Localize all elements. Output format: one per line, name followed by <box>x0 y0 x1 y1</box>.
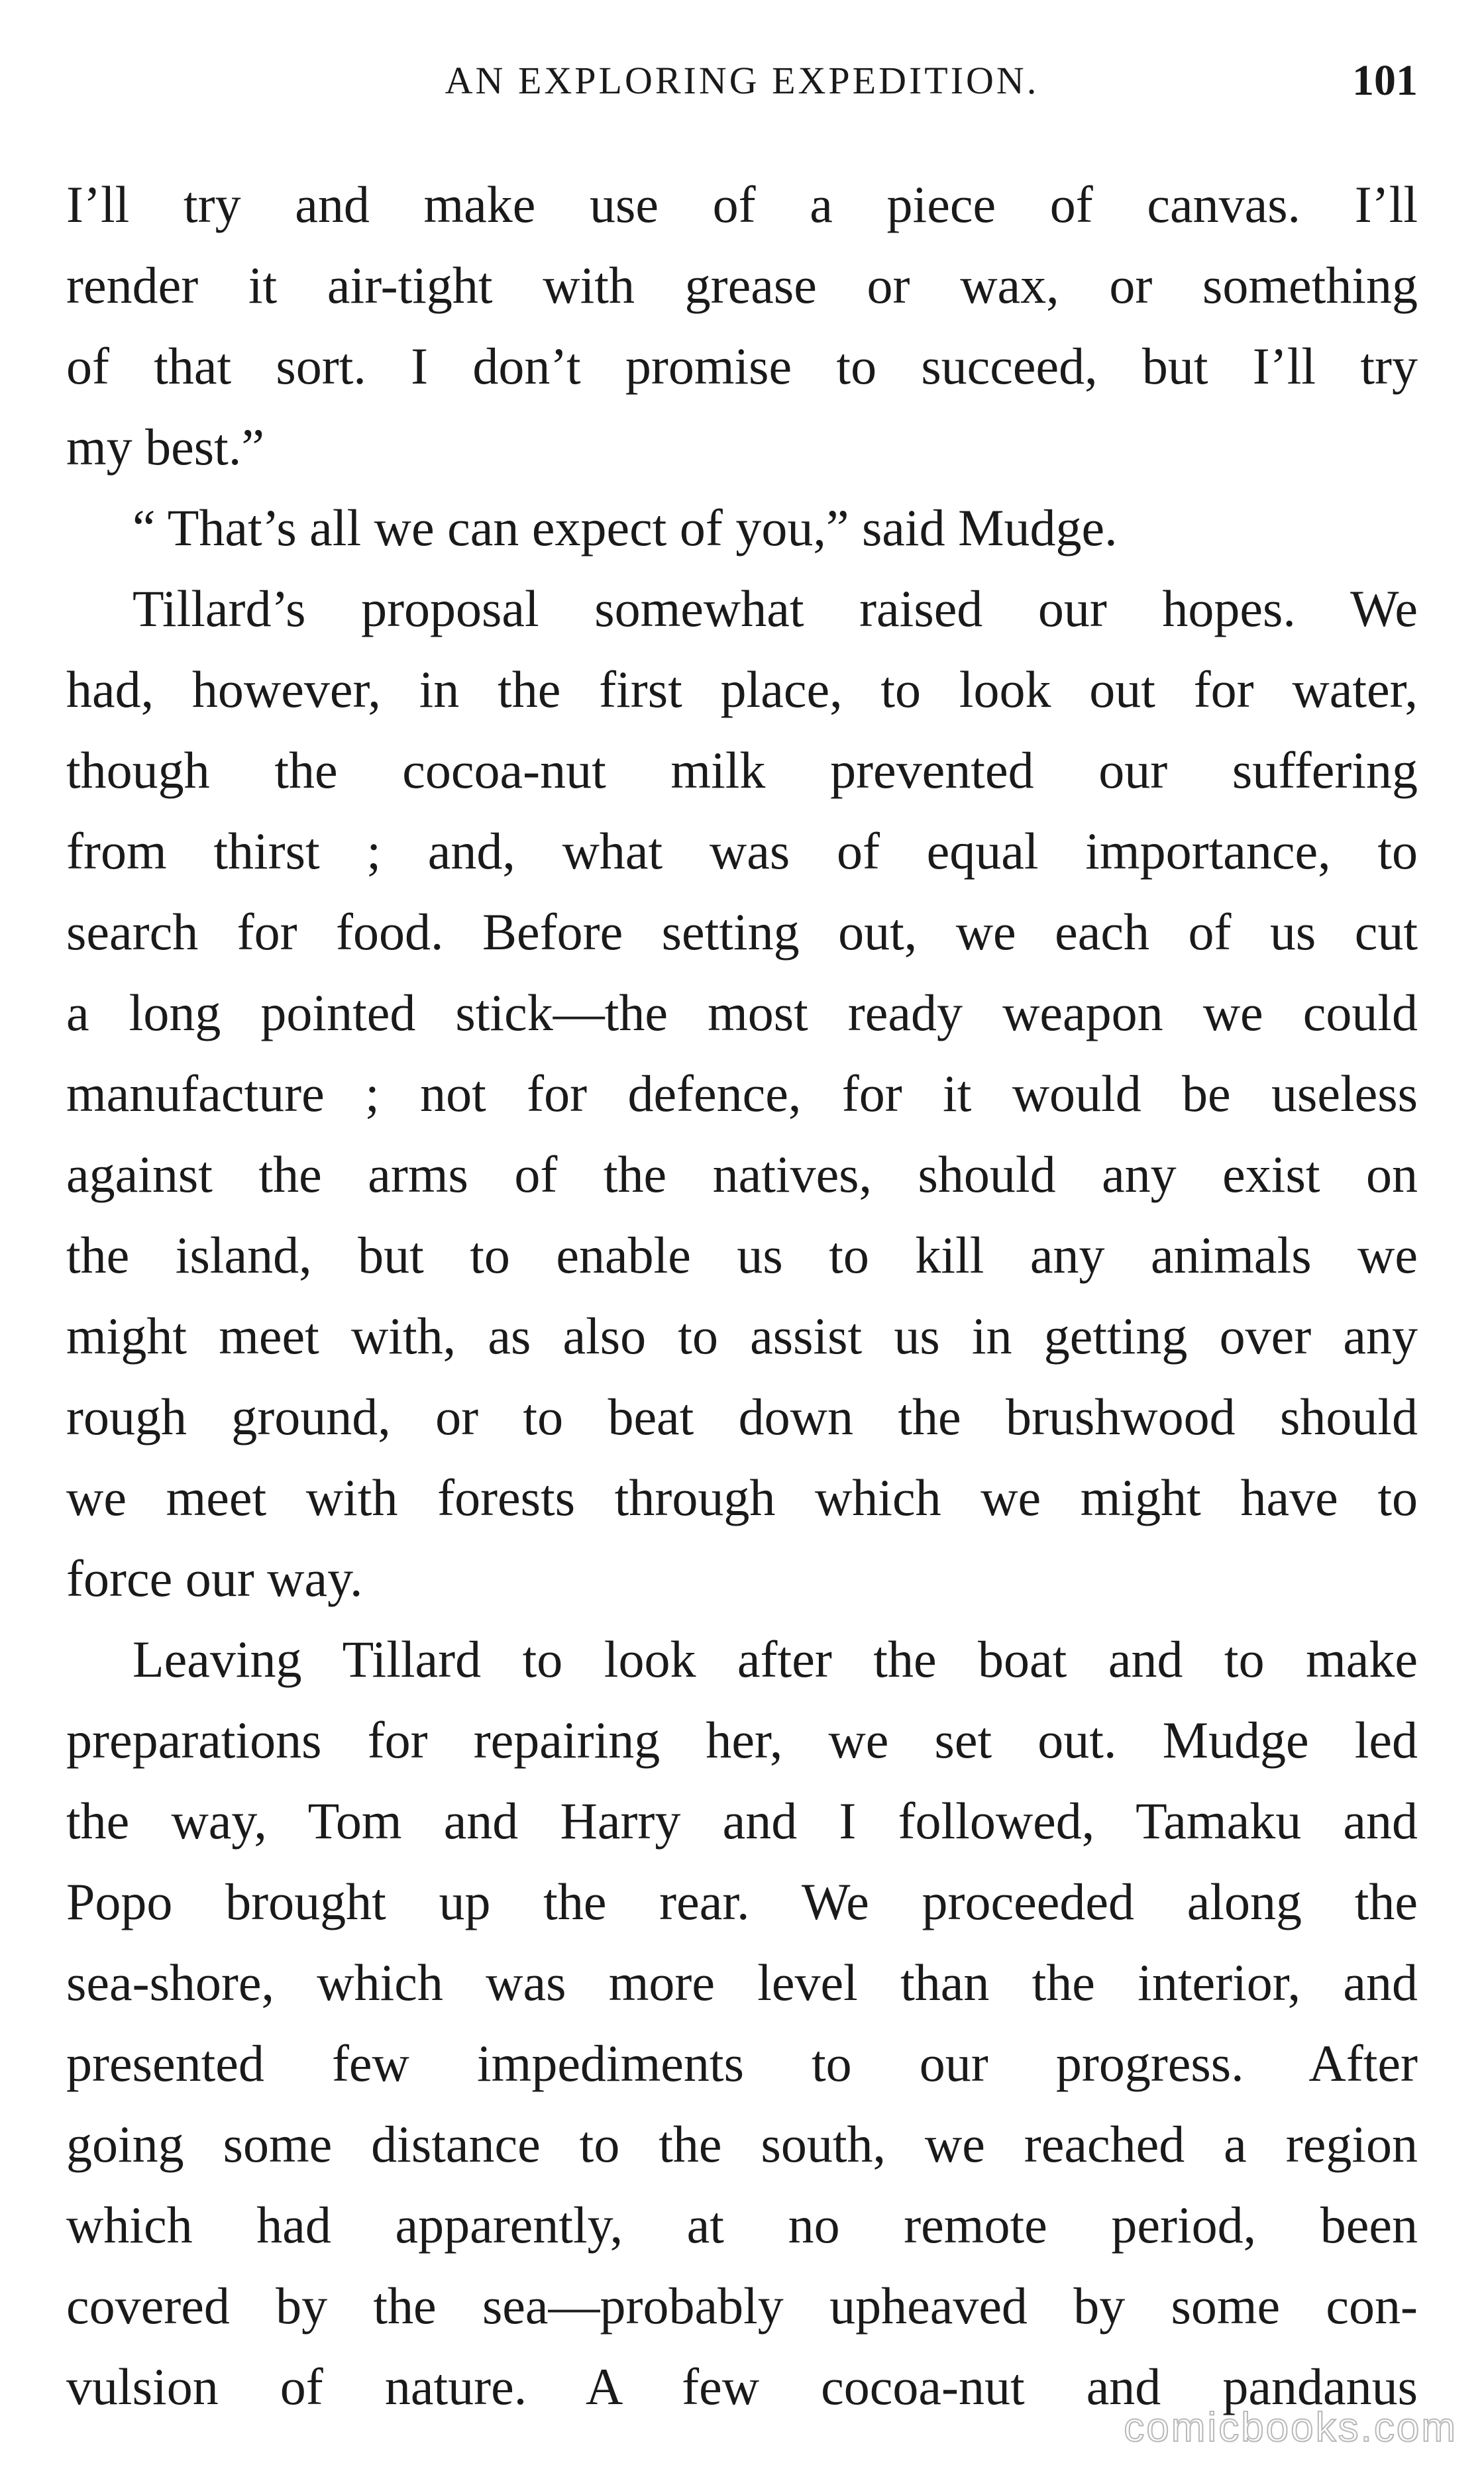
text-line: Popo brought up the rear. We proceeded along the <box>66 1873 1418 1930</box>
text-line: against the arms of the natives, should any exist on <box>66 1145 1418 1203</box>
text-line: a long pointed stick—the most ready weapon we could <box>66 984 1418 1041</box>
text-line: rough ground, or to beat down the brushwood should <box>66 1388 1418 1446</box>
watermark: comicbooks.com <box>1124 2405 1458 2450</box>
text-line: though the cocoa-nut milk prevented our suffering <box>66 741 1418 799</box>
running-title: AN EXPLORING EXPEDITION. <box>445 59 1039 102</box>
text-line: I’ll try and make use of a piece of canvas. I’ll <box>66 176 1418 233</box>
text-line: Leaving Tillard to look after the boat and to make <box>132 1630 1418 1688</box>
text-line: preparations for repairing her, we set out. Mudge led <box>66 1711 1418 1769</box>
text-line: going some distance to the south, we reached a region <box>66 2115 1418 2173</box>
page-number: 101 <box>1352 56 1418 105</box>
text-line: of that sort. I don’t promise to succeed, but I’ll try <box>66 337 1418 395</box>
text-line: force our way. <box>66 1550 363 1607</box>
text-line: render it air-tight with grease or wax, or something <box>66 256 1418 314</box>
text-line: presented few impediments to our progress. After <box>66 2034 1418 2092</box>
body-text <box>66 164 1418 2427</box>
text-line: Tillard’s proposal somewhat raised our hopes. We <box>132 580 1418 637</box>
text-line: might meet with, as also to assist us in getting over any <box>66 1307 1418 1365</box>
text-line: search for food. Before setting out, we each of us cut <box>66 903 1418 961</box>
text-line: sea-shore, which was more level than the interior, and <box>66 1954 1418 2011</box>
text-line: my best.” <box>66 418 264 476</box>
text-line: had, however, in the first place, to look out for water, <box>66 660 1418 718</box>
text-line: “ That’s all we can expect of you,” said Mudge. <box>132 499 1118 556</box>
text-line: vulsion of nature. A few cocoa-nut and pandanus <box>66 2358 1418 2415</box>
text-line: the island, but to enable us to kill any animals we <box>66 1226 1418 1284</box>
running-head <box>66 52 1418 111</box>
text-line: we meet with forests through which we might have to <box>66 1469 1418 1526</box>
text-line: covered by the sea—probably upheaved by some con- <box>66 2277 1418 2335</box>
text-line: the way, Tom and Harry and I followed, Tamaku and <box>66 1792 1418 1850</box>
text-line: which had apparently, at no remote period, been <box>66 2196 1418 2254</box>
text-line: from thirst ; and, what was of equal importance, to <box>66 822 1418 880</box>
text-line: manufacture ; not for defence, for it would be useless <box>66 1065 1418 1122</box>
